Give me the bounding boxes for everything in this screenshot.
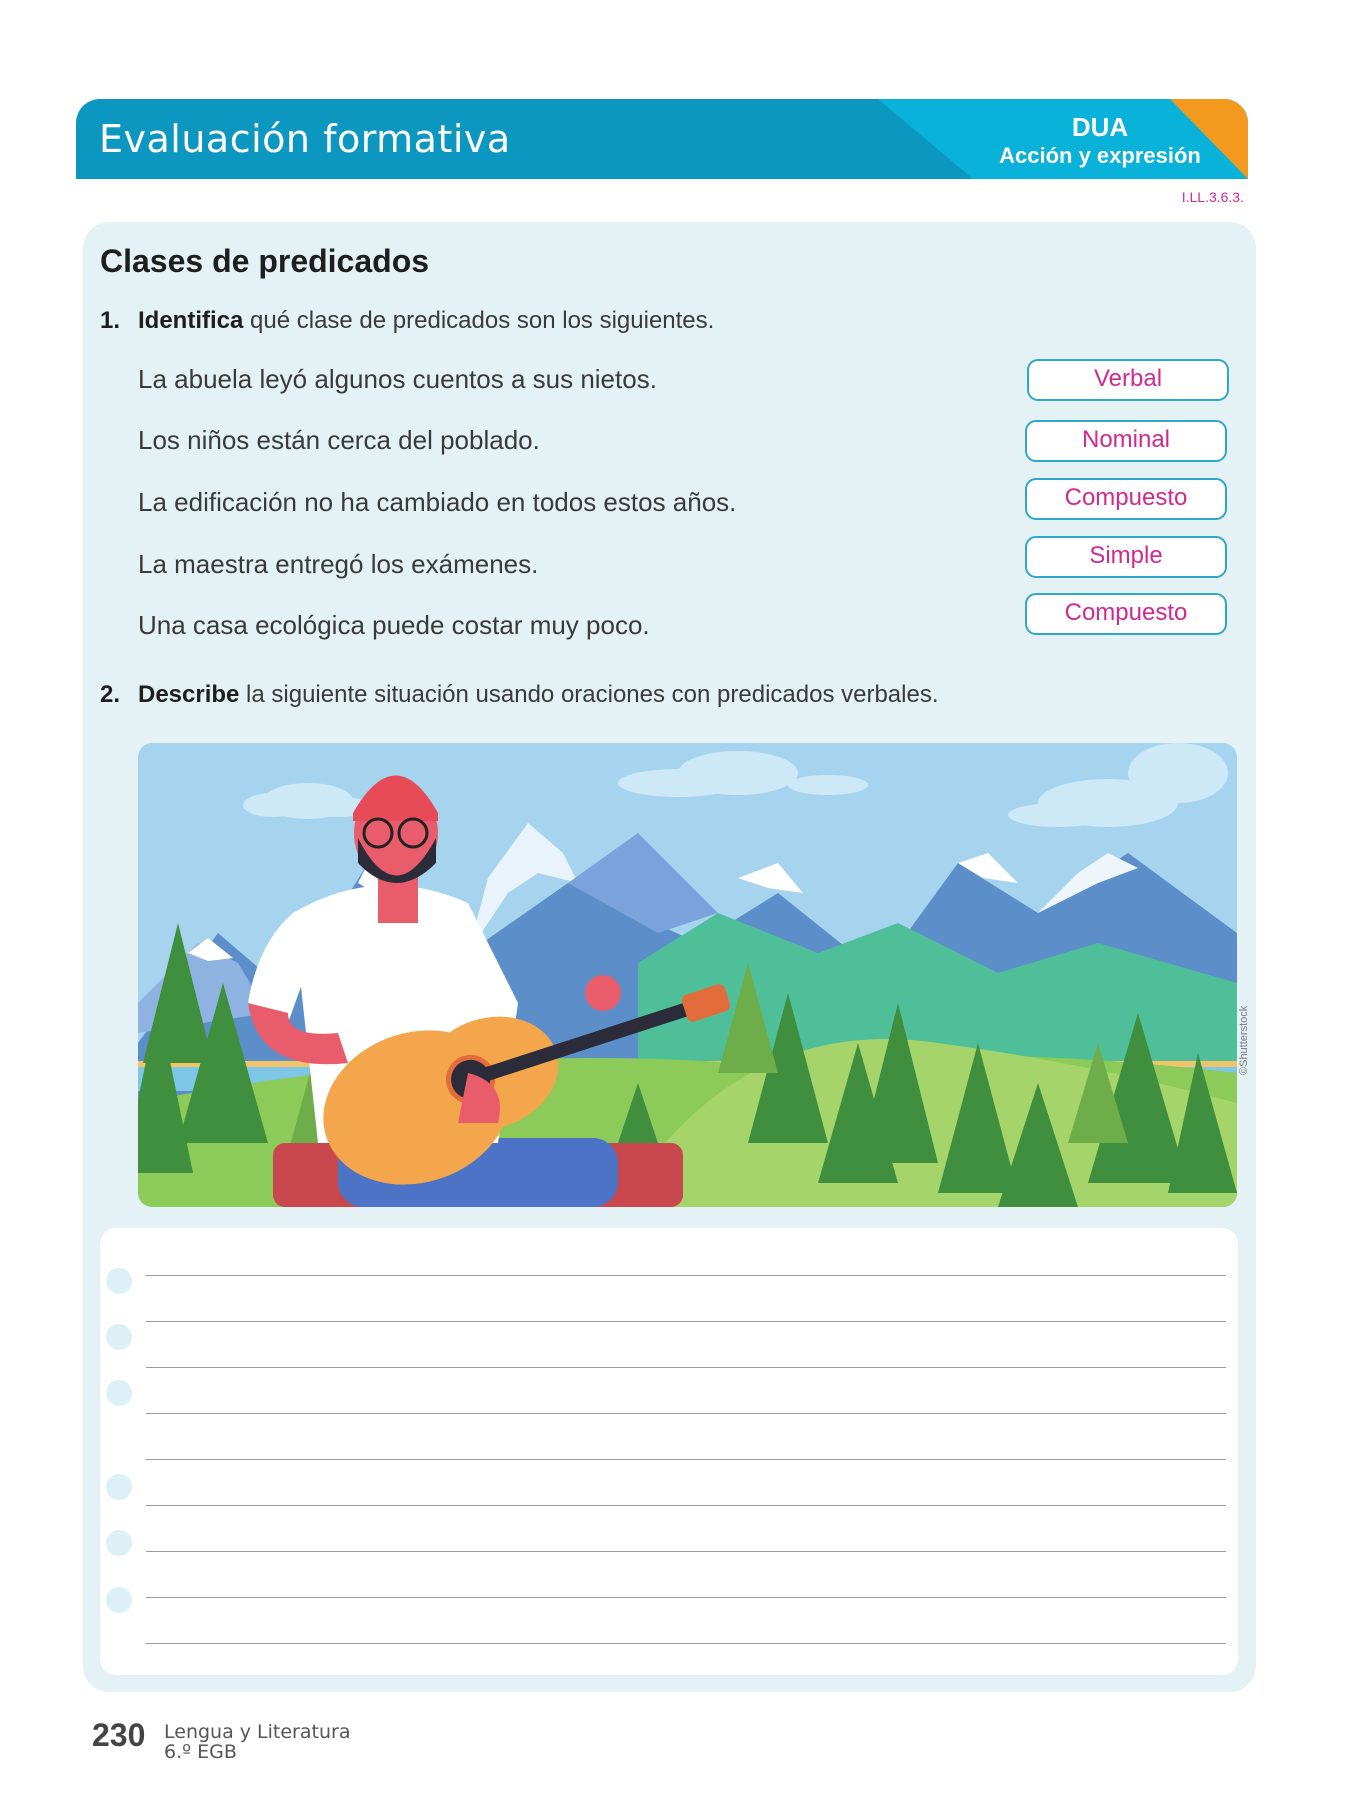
- writing-area[interactable]: [100, 1228, 1238, 1675]
- writing-line[interactable]: [146, 1597, 1226, 1598]
- image-credit: ©Shutterstock: [1238, 1005, 1250, 1075]
- writing-line[interactable]: [146, 1459, 1226, 1460]
- subject-info: [164, 1722, 350, 1762]
- question-2: [100, 681, 939, 709]
- question-number: 2.: [100, 681, 121, 708]
- writing-line[interactable]: [146, 1505, 1226, 1506]
- notebook-hole: [106, 1474, 132, 1500]
- question-1: [100, 307, 714, 335]
- section-title: Clases de predicados: [100, 243, 430, 279]
- answer-field-4[interactable]: Simple: [1025, 536, 1227, 578]
- dua-subtitle: Acción y expresión: [999, 143, 1201, 168]
- writing-line[interactable]: [146, 1413, 1226, 1414]
- sentence-3: La edificación no ha cambiado en todos estos años.: [138, 487, 737, 517]
- notebook-hole: [106, 1324, 132, 1350]
- question-text: la siguiente situación usando oraciones con predicados verbales.: [239, 681, 939, 708]
- answer-field-1[interactable]: Verbal: [1027, 359, 1229, 401]
- guitarist-illustration: [138, 743, 1237, 1207]
- sentence-5: Una casa ecológica puede costar muy poco.: [138, 610, 650, 640]
- writing-line[interactable]: [146, 1275, 1226, 1276]
- subject-name: Lengua y Literatura: [164, 1721, 351, 1743]
- notebook-hole: [106, 1587, 132, 1613]
- notebook-hole: [106, 1380, 132, 1406]
- question-text: qué clase de predicados son los siguientes.: [243, 307, 715, 334]
- notebook-hole: [106, 1530, 132, 1556]
- writing-line[interactable]: [146, 1551, 1226, 1552]
- notebook-hole: [106, 1268, 132, 1294]
- question-verb: Describe: [138, 681, 240, 708]
- sentence-2: Los niños están cerca del poblado.: [138, 425, 540, 455]
- sentence-4: La maestra entregó los exámenes.: [138, 549, 539, 579]
- dua-title: DUA: [1071, 112, 1129, 142]
- writing-line[interactable]: [146, 1367, 1226, 1368]
- page-title: Evaluación formativa: [99, 117, 511, 161]
- question-verb: Identifica: [138, 307, 244, 334]
- page-number: 230: [92, 1717, 146, 1753]
- indicator-code: I.LL.3.6.3.: [1181, 189, 1244, 205]
- grade-level: 6.º EGB: [164, 1741, 237, 1763]
- answer-field-2[interactable]: Nominal: [1025, 420, 1227, 462]
- landscape-scene: [138, 743, 1237, 1207]
- writing-line[interactable]: [146, 1321, 1226, 1322]
- answer-field-3[interactable]: Compuesto: [1025, 478, 1227, 520]
- question-number: 1.: [100, 307, 121, 334]
- answer-field-5[interactable]: Compuesto: [1025, 593, 1227, 635]
- writing-line[interactable]: [146, 1643, 1226, 1644]
- sentence-1: La abuela leyó algunos cuentos a sus nietos.: [138, 364, 657, 394]
